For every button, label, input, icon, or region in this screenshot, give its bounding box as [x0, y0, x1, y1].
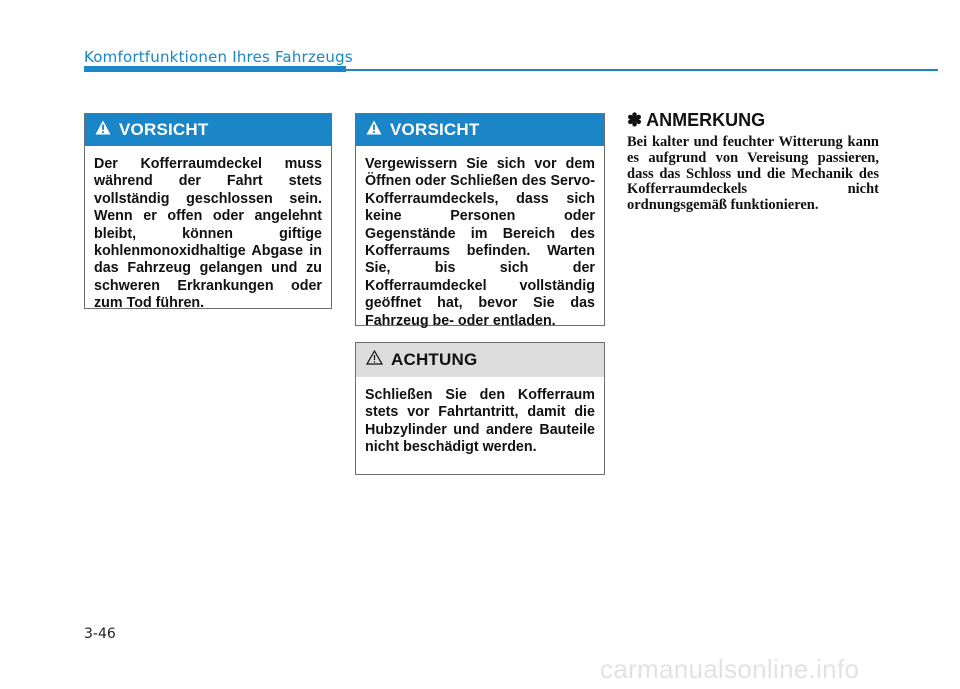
- notice-label: ACHTUNG: [391, 350, 478, 369]
- notice-box-header: [356, 343, 604, 377]
- notice-box-achtung: [355, 342, 605, 475]
- notice-text: Schließen Sie den Kofferraum stets vor Fahrtantritt, damit die Hubzylinder und andere Bauteile nicht beschädigt werden.: [365, 387, 595, 456]
- warning-triangle-outline-icon: [366, 350, 383, 370]
- header-accent-bar: [84, 66, 346, 72]
- note-heading: [627, 110, 765, 131]
- section-title: Komfortfunktionen Ihres Fahrzeugs: [84, 48, 353, 66]
- caution-text: Der Kofferraumdeckel muss während der Fahrt stets vollständig geschlossen sein. Wenn er offen oder angelehnt bleibt, können giftige kohlenmonoxidhaltige Abgase in das Fahrzeug gelangen und zu schweren Erkrankungen oder zum Tod führen.: [94, 156, 322, 312]
- caution-label: VORSICHT: [390, 120, 480, 139]
- note-text: Bei kalter und feuchter Witterung kann es aufgrund von Vereisung passieren, dass das Schloss und die Mechanik des Kofferraumdeckels nicht ordnungsgemäß funktionieren.: [627, 134, 879, 214]
- caution-box-trunk-closed: [84, 113, 332, 312]
- caution-box-power-tailgate: [355, 113, 605, 329]
- watermark: carmanualsonline.info: [600, 654, 860, 684]
- header-rule: [346, 69, 938, 71]
- caution-label: VORSICHT: [119, 120, 209, 139]
- caution-box-header: [85, 114, 331, 146]
- warning-triangle-filled-icon: [366, 120, 382, 140]
- note-title: ANMERKUNG: [646, 110, 766, 130]
- note-mark: ✽: [627, 110, 643, 130]
- caution-box-header: [356, 114, 604, 146]
- page-number: 3-46: [84, 626, 116, 642]
- warning-triangle-filled-icon: [95, 120, 111, 140]
- caution-text: Vergewissern Sie sich vor dem Öffnen oder Schließen des Servo-Kofferraumdeckels, dass sich keine Personen oder Gegenstände im Bereich des Kofferraums befinden. Warten Sie, bis sich der Kofferraumdeckel vollständig geöffnet hat, bevor Sie das Fahrzeug be- oder entladen.: [365, 156, 595, 329]
